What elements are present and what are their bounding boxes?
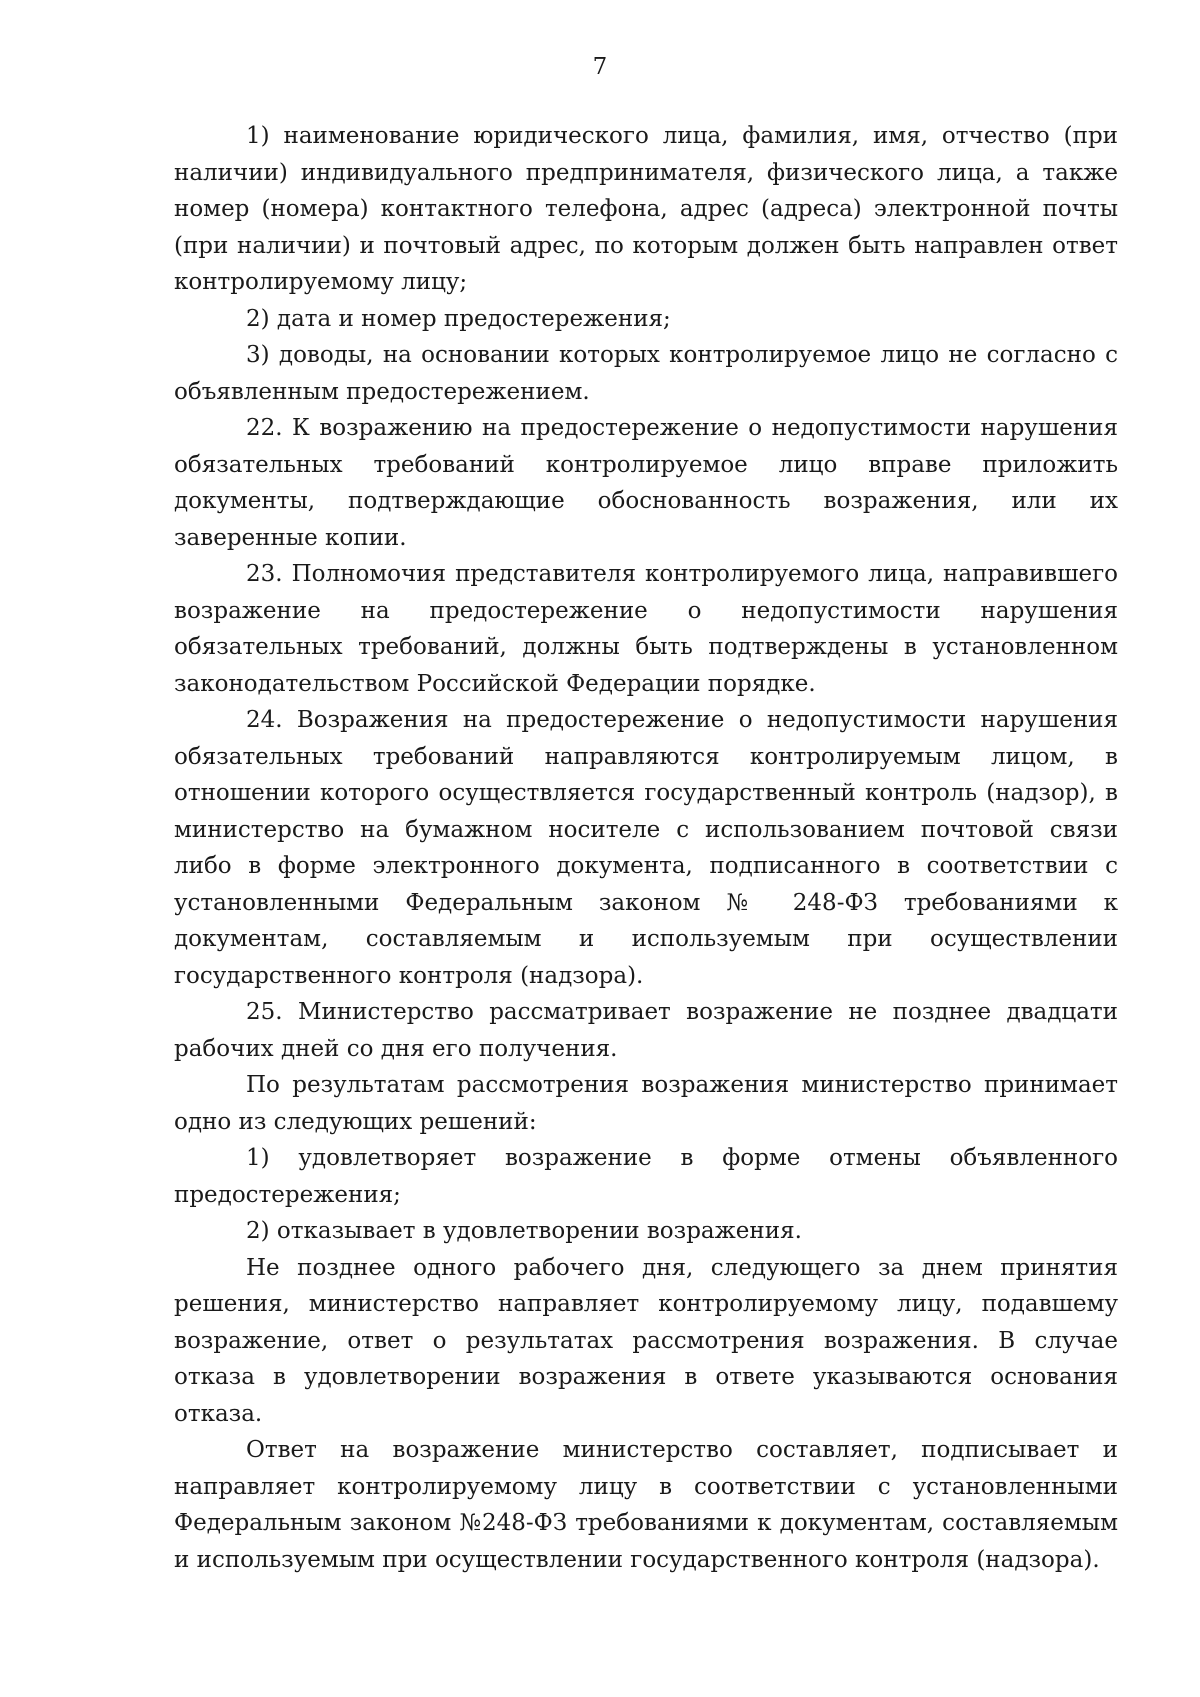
paragraph-response-format: Ответ на возражение министерство составляет, подписывает и направляет контролируемому лицу в соответствии с установленными Федеральным законом №248-ФЗ требованиями к документам, составляемым и используемым при осуществлении государственного контроля (надзора). (174, 1437, 1118, 1573)
page-number: 7 (592, 54, 608, 80)
paragraph-item-3-arguments: 3) доводы, на основании которых контролируемое лицо не согласно с объявленным предостережением. (174, 342, 1118, 405)
paragraph-clause-25: 25. Министерство рассматривает возражение не позднее двадцати рабочих дней со дня его получения. (174, 999, 1118, 1062)
document-body (174, 118, 1118, 1578)
paragraph-clause-22: 22. К возражению на предостережение о недопустимости нарушения обязательных требований контролируемое лицо вправе приложить документы, подтверждающие обоснованность возражения, или их заверенные копии. (174, 415, 1118, 551)
paragraph-response-deadline: Не позднее одного рабочего дня, следующего за днем принятия решения, министерство направляет контролируемому лицу, подавшему возражение, ответ о результатах рассмотрения возражения. В случае отказа в удовлетворении возражения в ответе указываются основания отказа. (174, 1254, 1118, 1427)
paragraph-clause-23: 23. Полномочия представителя контролируемого лица, направившего возражение на предостережение о недопустимости нарушения обязательных требований, должны быть подтверждены в установленном законодательством Российской Федерации порядке. (174, 561, 1118, 697)
paragraph-decisions-intro: По результатам рассмотрения возражения министерство принимает одно из следующих решений: (174, 1072, 1118, 1135)
paragraph-item-1-contact-details: 1) наименование юридического лица, фамилия, имя, отчество (при наличии) индивидуального предпринимателя, физического лица, а также номер (номера) контактного телефона, адрес (адреса) электронной почты (при наличии) и почтовый адрес, по которым должен быть направлен ответ контролируемому лицу; (174, 123, 1118, 295)
paragraph-decision-1: 1) удовлетворяет возражение в форме отмены объявленного предостережения; (174, 1145, 1118, 1208)
paragraph-decision-2: 2) отказывает в удовлетворении возражения. (246, 1218, 802, 1244)
paragraph-item-2-date-number: 2) дата и номер предостережения; (246, 305, 671, 332)
paragraph-clause-24: 24. Возражения на предостережение о недопустимости нарушения обязательных требований направляются контролируемым лицом, в отношении которого осуществляется государственный контроль (надзор), в министерство на бумажном носителе с использованием почтовой связи либо в форме электронного документа, подписанного в соответствии с установленными Федеральным законом № 248-ФЗ требованиями к документам, составляемым и используемым при осуществлении государственного контроля (надзора). (174, 707, 1118, 989)
